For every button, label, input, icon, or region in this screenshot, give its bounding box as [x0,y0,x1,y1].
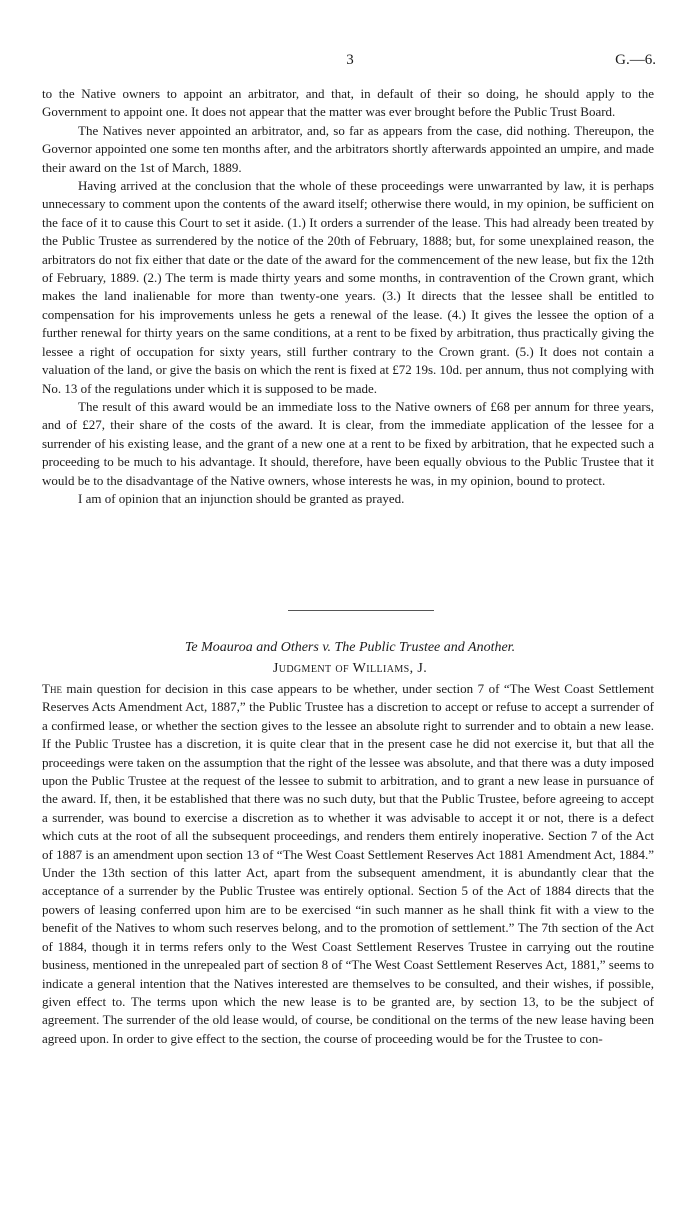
paragraph-text: main question for decision in this case appears to be whether, under section 7 of “The West Coast Settlement Reserves Acts Amendment Act, 1887,” the Public Trustee has a discretion to accept or refuse to accept a surrender of a confirmed lease, or whether the section gives to the lessee an absolute right to surrender and to obtain a new lease. If the Public Trustee has a discretion, it is quite clear that in the present case he did not exercise it, but that all the proceedings were taken on the assumption that the right of the lessee was absolute, and that there was a duty imposed upon the Public Trustee at the request of the lessee to submit to arbitration, and to grant a new lease in pursuance of the award. If, then, it be established that there was no such duty, but that the Public Trustee, before agreeing to accept a surrender, was bound to exercise a discretion as to whether it was advisable to accept it or not, there is a defect which cuts at the root of all the subsequent proceedings, and renders them entirely inoperative. Section 7 of the Act of 1887 is an amendment upon section 13 of “The West Coast Settlement Reserves Act 1881 Amendment Act, 1884.” Under the 13th section of this latter Act, apart from the subsequent amendment, it is abundantly clear that the acceptance of a surrender by the Public Trustee was entirely optional. Section 5 of the Act of 1884 directs that the powers of leasing conferred upon him are to be exercised “in such manner as he shall think fit with a view to the benefit of the Natives to whom such reserves belong, and to the promotion of settlement.” The 7th section of the Act of 1884, though it in terms refers only to the West Coast Settlement Reserves Trustee in carrying out the routine business, mentioned in the unrepealed part of section 8 of “The West Coast Settlement Reserves Act, 1881,” seems to indicate a general intention that the Natives interested are themselves to be consulted, and their wishes, if possible, given effect to. The terms upon which the new lease is to be granted are, by section 13, to be the subject of agreement. The surrender of the old lease would, of course, be conditional on the terms of the new lease having been agreed upon. In order to give effect to the section, the course of proceeding would be for the Trustee to con- [42,681,654,1046]
paragraph: The result of this award would be an immediate loss to the Native owners of £68 per annum for three years, and of £27, their share of the costs of the award. It is clear, from the immediate application of the lessee for a surrender of his existing lease, and the grant of a new one at a rent to be fixed by arbitration, that he expected such a proceeding to be much to his advantage. It should, therefore, have been equally obvious to the Public Trustee that it would be to the disadvantage of the Native owners, whose interests he was, in my opinion, bound to protect. [42,398,654,488]
opinion-continuation [42,85,654,508]
paragraph: Having arrived at the conclusion that the whole of these proceedings were unwarranted by law, it is perhaps unnecessary to comment upon the contents of the award itself; otherwise there would, in my opinion, be sufficient on the face of it to cause this Court to set it aside. (1.) It orders a surrender of the lease. This had already been treated by the Public Trustee as surrendered by the notice of the 20th of February, 1888; but, for some unexplained reason, the arbitrators do not fix either that date or the date of the award for the commencement of the new lease, but fix the 12th of February, 1889. (2.) The term is made thirty years and some months, in contravention of the Crown grant, which makes the land inalienable for more than twenty-one years. (3.) It directs that the lessee shall be entitled to compensation for his improvements unless he gets a renewal of the lease. (4.) It gives the lessee the option of a further renewal for thirty years on the same conditions, at a rent to be fixed by arbitration, thus practically giving the lessee a right of occupation for sixty years, still further contrary to the Crown grant. (5.) It does not contain a valuation of the land, or give the basis on which the rent is fixed at £72 19s. 10d. per annum, thus not complying with No. 13 of the regulations under which it is supposed to be made. [42,178,654,396]
page-header [0,52,700,72]
judgment-body [42,680,654,1048]
page-number: 3 [346,52,354,68]
paragraph: The Natives never appointed an arbitrator, and, so far as appears from the case, did nothing. Thereupon, the Governor appointed one some ten months after, and the arbitrators shortly afterwards appointed an umpire, and made their award on the 1st of March, 1889. [42,122,654,175]
paragraph: to the Native owners to appoint an arbitrator, and that, in default of their so doing, he should apply to the Government to appoint one. It does not appear that the matter was ever brought before the Public Trust Board. [42,86,654,120]
judgment-heading: Judgment of Williams, J. [272,661,428,676]
paragraph [42,680,654,1048]
lead-word: The [42,681,62,696]
section-divider [288,610,434,611]
document-reference: G.—6. [615,52,656,68]
paragraph: I am of opinion that an injunction should be granted as prayed. [78,490,405,506]
case-title: Te Moauroa and Others v. The Public Trustee and Another. [184,640,516,655]
